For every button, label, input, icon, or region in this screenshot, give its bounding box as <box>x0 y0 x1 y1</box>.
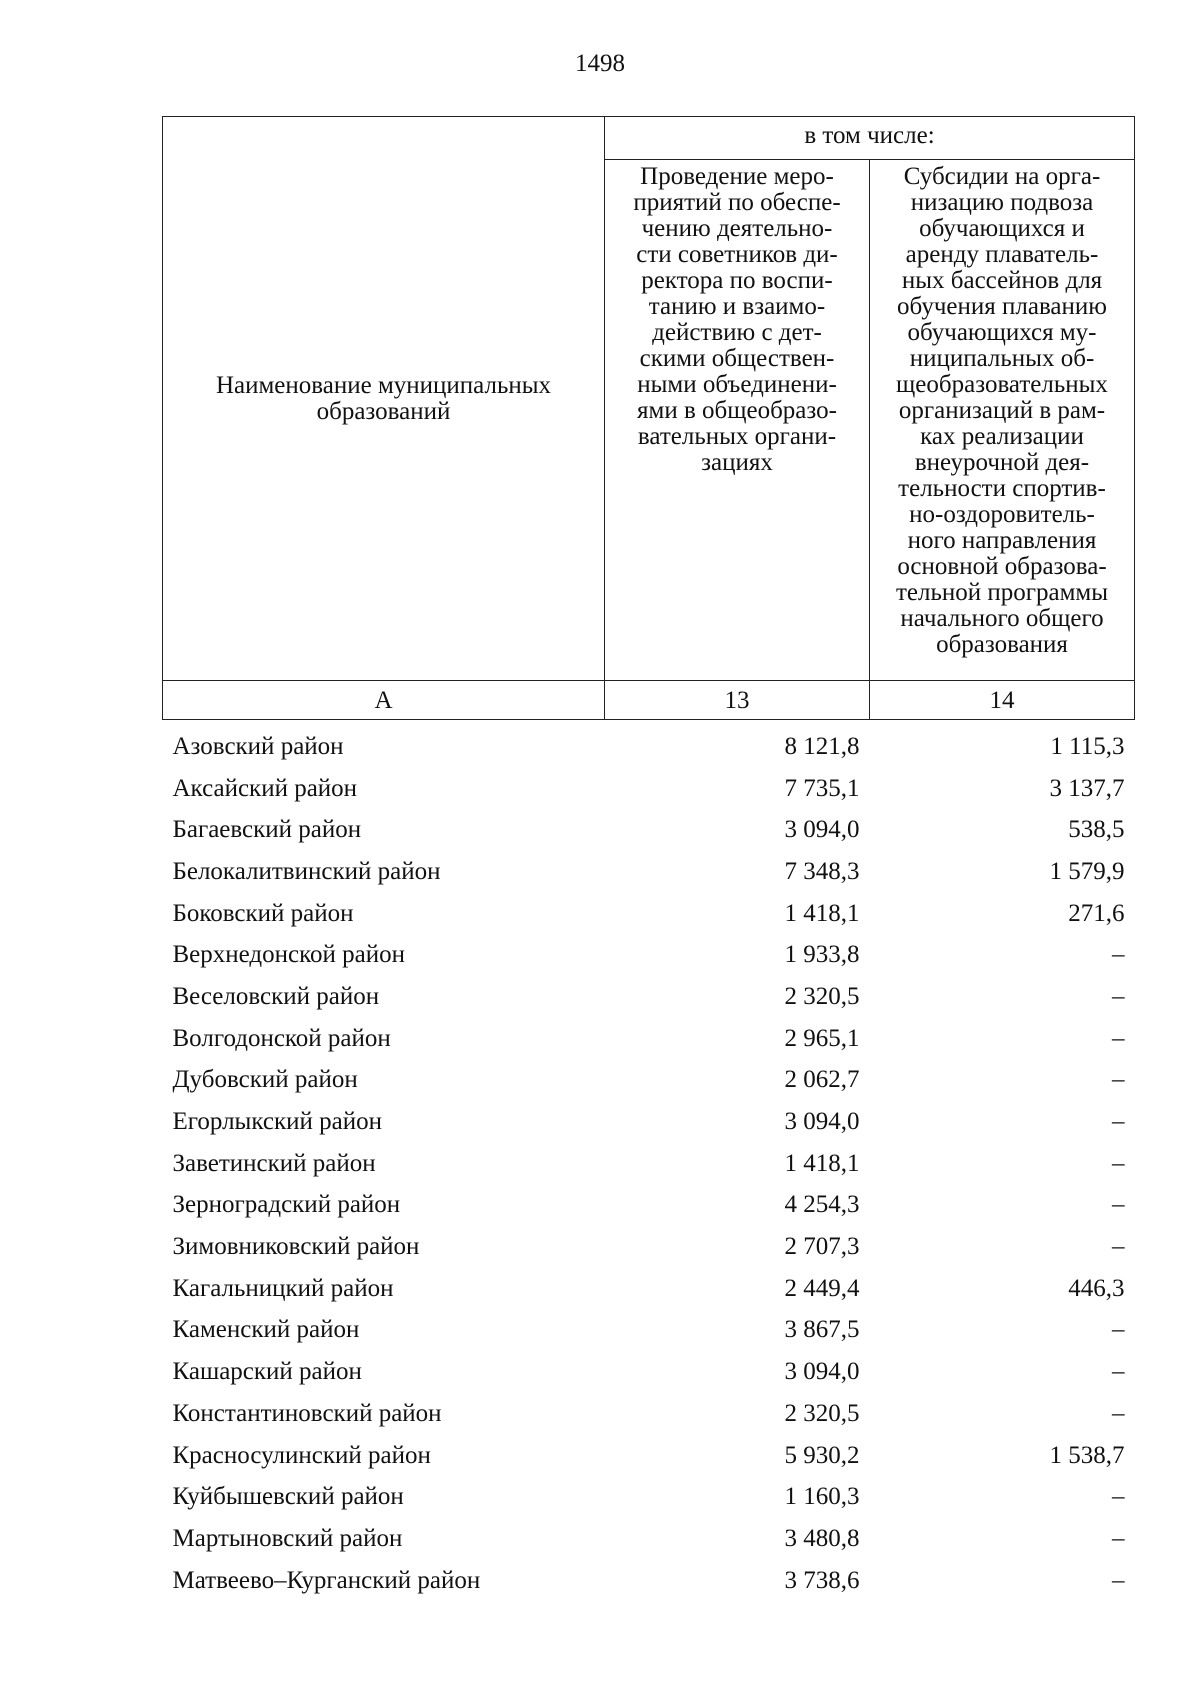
table-row <box>163 1143 1135 1185</box>
value-13-cell: 4 254,3 <box>784 1191 860 1219</box>
value-13-cell: 2 707,3 <box>784 1233 860 1261</box>
value-14-cell: – <box>1112 941 1125 969</box>
value-14-cell: – <box>1112 1399 1125 1427</box>
municipality-name-cell: Константиновский район <box>172 1399 442 1427</box>
value-14-cell: – <box>1112 982 1125 1010</box>
municipality-name-cell: Кагальницкий район <box>172 1274 394 1302</box>
table-row <box>163 1101 1135 1143</box>
value-14-cell: 446,3 <box>1068 1274 1125 1302</box>
table-row <box>163 1310 1135 1352</box>
value-13-cell: 1 160,3 <box>784 1483 860 1511</box>
table-row <box>163 1226 1135 1268</box>
table-row <box>163 934 1135 976</box>
value-14-cell: – <box>1112 1524 1125 1552</box>
table-row <box>163 976 1135 1018</box>
value-13-cell: 3 094,0 <box>784 1358 860 1386</box>
value-13-cell: 1 418,1 <box>784 1149 860 1177</box>
municipality-name-cell: Зимовниковский район <box>172 1233 420 1261</box>
municipality-name-cell: Верхнедонской район <box>172 941 405 969</box>
table-row <box>163 1393 1135 1435</box>
header-index-14: 14 <box>870 681 1135 720</box>
table-row <box>163 768 1135 810</box>
municipality-name-cell: Красносулинский район <box>172 1441 431 1469</box>
value-13-cell: 1 418,1 <box>784 899 860 927</box>
municipality-name-cell: Куйбышевский район <box>172 1483 404 1511</box>
municipality-name-cell: Багаевский район <box>172 816 362 844</box>
municipality-name-cell: Аксайский район <box>172 774 358 802</box>
data-table <box>162 116 1135 1601</box>
table-row <box>163 1560 1135 1602</box>
municipality-name-cell: Зерноградский район <box>172 1191 401 1219</box>
municipality-name-cell: Белокалитвинский район <box>172 857 441 885</box>
value-14-cell: – <box>1112 1566 1125 1594</box>
value-13-cell: 2 965,1 <box>784 1024 860 1052</box>
value-13-cell: 7 348,3 <box>784 857 860 885</box>
table-row <box>163 1060 1135 1102</box>
municipality-name-cell: Матвеево–Курганский район <box>172 1566 481 1594</box>
municipality-name-cell: Кашарский район <box>172 1358 362 1386</box>
municipality-name-cell: Азовский район <box>172 732 344 760</box>
value-14-cell: 538,5 <box>1068 816 1125 844</box>
value-13-cell: 2 062,7 <box>784 1066 860 1094</box>
municipality-name-cell: Заветинский район <box>172 1149 376 1177</box>
value-13-cell: 3 094,0 <box>784 1108 860 1136</box>
table-row <box>163 1268 1135 1310</box>
value-14-cell: 1 538,7 <box>1049 1441 1125 1469</box>
municipality-name-cell: Волгодонской район <box>172 1024 391 1052</box>
table-row <box>163 1018 1135 1060</box>
value-13-cell: 7 735,1 <box>784 774 860 802</box>
table-row <box>163 809 1135 851</box>
header-index-13: 13 <box>605 681 870 720</box>
value-14-cell: – <box>1112 1191 1125 1219</box>
value-14-cell: – <box>1112 1233 1125 1261</box>
municipality-name-cell: Дубовский район <box>172 1066 358 1094</box>
value-13-cell: 3 480,8 <box>784 1524 860 1552</box>
value-13-cell: 2 320,5 <box>784 982 860 1010</box>
table-body <box>163 720 1135 1602</box>
municipality-name-cell: Каменский район <box>172 1316 360 1344</box>
value-14-cell: – <box>1112 1316 1125 1344</box>
header-col-13: Проведение меро- приятий по обеспе- чению деятельно- сти советников ди- ректора по воспи- танию и взаимо- действию с дет- скими обществен- ными объединени- ями в общеобразо- вательных органи- зациях <box>605 160 870 681</box>
municipality-name-cell: Веселовский район <box>172 982 380 1010</box>
value-14-cell: – <box>1112 1108 1125 1136</box>
municipality-name-cell: Егорлыкский район <box>172 1108 382 1136</box>
header-including: в том числе: <box>605 117 1135 160</box>
value-14-cell: 1 579,9 <box>1049 857 1125 885</box>
value-13-cell: 2 449,4 <box>784 1274 860 1302</box>
value-14-cell: 271,6 <box>1068 899 1125 927</box>
header-col-14: Субсидии на орга- низацию подвоза обучающихся и аренду плаватель- ных бассейнов для обучения плаванию обучающихся му- ниципальных об- щеобразовательных организаций в рам- ках реализации внеурочной дея- тельности спортив- но-оздоровитель- ного направления основной образова- тельной программы начального общего образования <box>870 160 1135 681</box>
table-row <box>163 1476 1135 1518</box>
value-13-cell: 5 930,2 <box>784 1441 860 1469</box>
value-13-cell: 8 121,8 <box>784 732 860 760</box>
value-14-cell: 3 137,7 <box>1049 774 1125 802</box>
value-14-cell: – <box>1112 1066 1125 1094</box>
value-14-cell: – <box>1112 1024 1125 1052</box>
table-row <box>163 893 1135 935</box>
table-row <box>163 1435 1135 1477</box>
page-number: 1498 <box>575 50 625 77</box>
value-13-cell: 1 933,8 <box>784 941 860 969</box>
municipality-name-cell: Мартыновский район <box>172 1524 403 1552</box>
value-14-cell: – <box>1112 1358 1125 1386</box>
table-row <box>163 1185 1135 1227</box>
value-14-cell: 1 115,3 <box>1050 732 1125 760</box>
table-row <box>163 851 1135 893</box>
value-13-cell: 3 867,5 <box>784 1316 860 1344</box>
value-13-cell: 2 320,5 <box>784 1399 860 1427</box>
municipality-name-cell: Боковский район <box>172 899 354 927</box>
table-header <box>163 117 1135 720</box>
header-index-a: А <box>163 681 605 720</box>
value-14-cell: – <box>1112 1483 1125 1511</box>
table-row <box>163 1351 1135 1393</box>
value-13-cell: 3 094,0 <box>784 816 860 844</box>
value-13-cell: 3 738,6 <box>784 1566 860 1594</box>
table-row <box>163 720 1135 768</box>
value-14-cell: – <box>1112 1149 1125 1177</box>
table-row <box>163 1518 1135 1560</box>
budget-table <box>162 116 1134 1601</box>
header-municipality-name: Наименование муниципальных образований <box>163 117 605 681</box>
